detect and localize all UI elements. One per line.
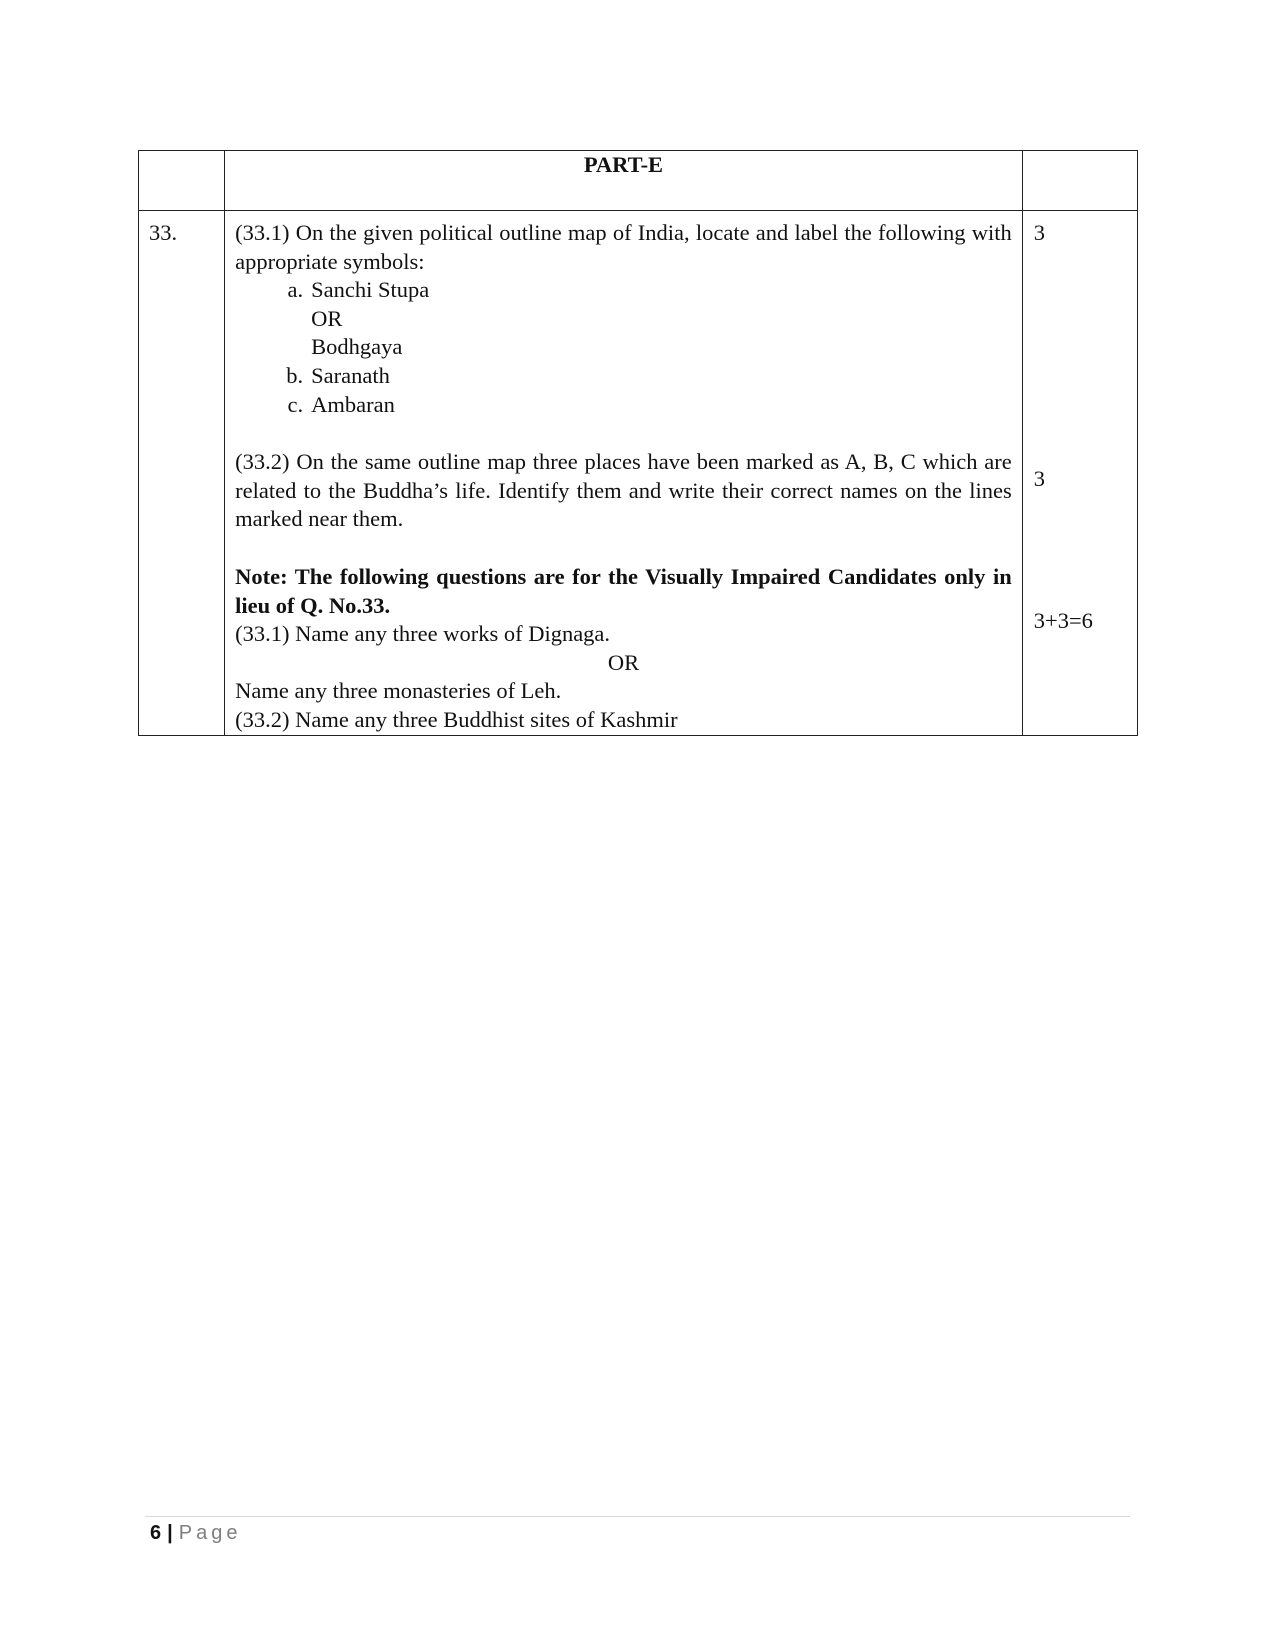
page-footer xyxy=(150,1522,241,1545)
spacer xyxy=(235,419,1012,448)
header-empty-cell xyxy=(139,151,225,211)
option-label: Ambaran xyxy=(311,391,395,417)
option-list xyxy=(235,276,1012,419)
vi-question-33-1: (33.1) Name any three works of Dignaga. xyxy=(235,621,611,647)
question-33-1-text: (33.1) On the given political outline map of India, locate and label the following with appropriate symbols: xyxy=(235,220,1012,274)
vi-or: OR xyxy=(607,649,640,675)
marks-cell xyxy=(1022,211,1137,736)
marks-vi: 3+3=6 xyxy=(1033,608,1093,633)
list-item xyxy=(235,333,1012,362)
option-letter: b. xyxy=(286,362,304,388)
vi-question-33-2: (33.2) Name any three Buddhist sites of Kashmir xyxy=(235,706,678,732)
page-number: 6 xyxy=(150,1522,162,1544)
header-marks-cell xyxy=(1022,151,1137,211)
question-table xyxy=(138,150,1138,736)
footer-divider xyxy=(145,1516,1130,1517)
marks-33-1: 3 xyxy=(1033,220,1046,245)
question-number: 33. xyxy=(139,211,225,736)
question-body xyxy=(225,211,1023,736)
page-separator: | xyxy=(167,1522,173,1544)
vi-question-33-1-alt: Name any three monasteries of Leh. xyxy=(235,678,562,704)
question-33-2-text: (33.2) On the same outline map three places have been marked as A, B, C which are related to the Buddha’s life. Identify them and write their correct names on the lines marked near them. xyxy=(235,449,1012,532)
option-letter: a. xyxy=(287,277,304,303)
page-label: Page xyxy=(178,1522,242,1544)
option-label: Sanchi Stupa xyxy=(311,277,430,303)
marks-33-2: 3 xyxy=(1033,466,1046,491)
visually-impaired-note: Note: The following questions are for the Visually Impaired Candidates only in lieu of Q. No.33. xyxy=(235,563,1012,618)
option-or: OR xyxy=(311,305,343,331)
list-item xyxy=(235,276,1012,305)
table-header-row xyxy=(139,151,1138,211)
list-item xyxy=(235,391,1012,420)
list-item xyxy=(235,305,1012,334)
option-alternative: Bodhgaya xyxy=(311,334,403,360)
list-item xyxy=(235,362,1012,391)
spacer xyxy=(235,534,1012,563)
option-letter: c. xyxy=(287,391,304,417)
question-row xyxy=(139,211,1138,736)
part-title: PART-E xyxy=(225,151,1023,211)
option-label: Saranath xyxy=(311,362,390,388)
